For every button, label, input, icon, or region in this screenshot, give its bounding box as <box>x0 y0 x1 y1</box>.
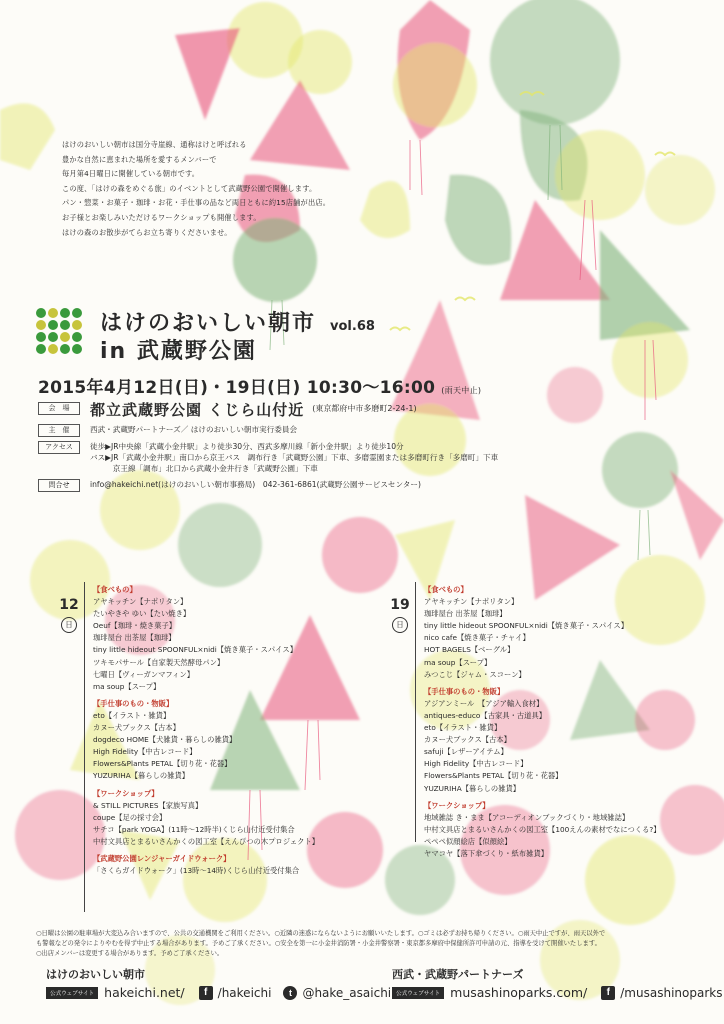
section-heading: 【ワークショップ】 <box>93 788 159 798</box>
musashinoparks-facebook-link[interactable]: /musashinoparks <box>620 985 723 1000</box>
intro-line: はけのおいしい朝市は国分寺崖線、通称はけと呼ばれる <box>62 140 247 149</box>
venue-row <box>38 402 417 420</box>
section-heading: 【食べもの】 <box>424 585 468 594</box>
intro-line: 豊かな自然に恵まれた場所を愛するメンバーで <box>62 154 217 164</box>
twitter-icon: t <box>283 986 297 1000</box>
day19-divider <box>415 582 416 842</box>
list-item: みつこじ【ジャム・スコーン】 <box>424 669 526 679</box>
volume-number: vol.68 <box>330 319 375 334</box>
day12-divider <box>84 582 85 912</box>
list-item: アジアンミール 【アジア輸入食材】 <box>424 698 544 708</box>
intro-line: 毎月第4日曜日に開催している朝市です。 <box>62 169 200 179</box>
list-item: 地域雑誌 き・まま【アコーディオンブックづくり・地域雑誌】 <box>424 812 630 822</box>
facebook-icon: f <box>199 986 213 1000</box>
facebook-icon: f <box>601 986 615 1000</box>
date-text: 2015年4月12日(日)・19日(日) 10:30〜16:00 <box>38 378 436 398</box>
contact-text: info@hakeichi.net(はけのおいしい朝市事務局) 042-361-6861(武蔵野公園サービスセンター) <box>90 480 421 489</box>
intro-line: パン・惣菜・お菓子・珈琲・お花・手仕事の品など両日ともに約15店舗が出店。 <box>62 198 331 208</box>
day12-vendor-list <box>93 584 319 877</box>
list-item: 中村文具店とまるいさんかくの図工室【100えんの素材でなにつくる?】 <box>424 824 661 834</box>
section-heading: 【食べもの】 <box>93 585 137 594</box>
access-label: アクセス <box>38 441 80 454</box>
list-item: eto【イラスト・雑貨】 <box>424 723 502 733</box>
section-heading: 【武蔵野公園レンジャーガイドウォーク】 <box>93 853 231 863</box>
official-site-badge: 公式ウェブサイト <box>392 987 444 999</box>
list-item: サチコ【park YOGA】(11時〜12時半)くじら山付近受付集合 <box>93 824 295 834</box>
list-item: Oeuf【珈琲・焼き菓子】 <box>93 621 177 631</box>
list-item: ヤマコヤ【落下傘づくり・紙布雑貨】 <box>424 848 549 858</box>
list-item: eto【イラスト・雑貨】 <box>93 710 171 720</box>
footer-right-links <box>392 985 724 1000</box>
organizer-row <box>38 424 297 437</box>
list-item: nico cafe【焼き菓子・チャイ】 <box>424 633 530 643</box>
access-line: 徒歩▶JR中央線「武蔵小金井駅」より徒歩30分、西武多摩川線「新小金井駅」より徒歩10分 <box>90 442 404 451</box>
list-item: 珈琲屋台 出茶屋【珈琲】 <box>424 609 507 619</box>
contact-row <box>38 479 421 492</box>
list-item: 中村文具店とまるいさんかくの図工室【えんぴつの木プロジェクト】 <box>93 836 320 846</box>
rain-note: (雨天中止) <box>441 386 482 395</box>
day12-number: 12 <box>59 597 79 613</box>
note-line: ○出店メンバーは変更する場合があります。予めご了承ください。 <box>36 950 224 957</box>
list-item: coupe【足の採寸会】 <box>93 812 167 822</box>
intro-line: はけの森のお散歩がてらお立ち寄りくださいませ。 <box>62 227 232 237</box>
list-item: antiques-educo【古家具・古道具】 <box>424 710 547 720</box>
access-details <box>90 441 498 474</box>
list-item: tiny little hideout SPOONFUL×nidi【焼き菓子・スパイス】 <box>93 645 298 655</box>
list-item: Flowers&Plants PETAL【切り花・花器】 <box>424 771 563 781</box>
hakeichi-logo <box>36 308 82 354</box>
list-item: 「さくらガイドウォーク」(13時〜14時)くじら山付近受付集合 <box>93 866 300 876</box>
day19-weekday: 日 <box>392 617 408 633</box>
list-item: アヤキッチン【ナポリタン】 <box>93 597 188 607</box>
list-item: アヤキッチン【ナポリタン】 <box>424 597 519 607</box>
intro-line: この度、「はけの森をめぐる旅」のイベントとして武蔵野公園で開催します。 <box>62 183 317 193</box>
list-item: たいやきや ゆい【たい焼き】 <box>93 609 191 619</box>
intro-line: お子様とお楽しみいただけるワークショップも開催します。 <box>62 212 261 222</box>
day19-number: 19 <box>390 597 410 613</box>
venue-address: (東京都府中市多磨町2-24-1) <box>312 404 417 413</box>
list-item: ma soup【スープ】 <box>93 681 161 691</box>
list-item: カヌー犬ブックス【古本】 <box>93 723 180 733</box>
event-title <box>100 306 375 337</box>
note-line: ○日曜は公園の駐車場が大変込み合いますので、公共の交通機関をご利用ください。○近隣の迷惑にならないようにお願いいたします。○ゴミは必ずお持ち帰りください。○雨天中止ですが、雨天以外で <box>36 930 606 937</box>
official-site-badge: 公式ウェブサイト <box>46 987 98 999</box>
access-line: 京王線「調布」北口から武蔵小金井行き「武蔵野公園」下車 <box>90 464 318 473</box>
day12-weekday: 日 <box>61 617 77 633</box>
list-item: HOT BAGELS【ベーグル】 <box>424 645 515 655</box>
list-item: YUZURIHA【暮らしの雑貨】 <box>93 771 190 781</box>
intro-text <box>62 138 372 240</box>
access-line: バス▶JR「武蔵小金井駅」南口から京王バス 調布行き「武蔵野公園」下車、多磨霊園または多磨町行き「多磨町」下車 <box>90 453 499 462</box>
list-item: safuji【レザーアイテム】 <box>424 747 508 757</box>
event-subtitle: in 武蔵野公園 <box>100 339 257 364</box>
contact-label: 問合せ <box>38 479 80 492</box>
venue-name: 都立武蔵野公園 くじら山付近 <box>90 401 305 419</box>
section-heading: 【ワークショップ】 <box>424 800 490 810</box>
section-heading: 【手仕事のもの・物販】 <box>424 686 505 696</box>
musashinoparks-website-link[interactable]: musashinoparks.com/ <box>450 985 588 1000</box>
hakeichi-twitter-link[interactable]: @hake_asaichi <box>302 985 392 1000</box>
title-main: はけのおいしい朝市 <box>100 311 317 336</box>
list-item: High Fidelity【中古レコード】 <box>93 747 197 757</box>
list-item: Flowers&Plants PETAL【切り花・花器】 <box>93 759 232 769</box>
list-item: tiny little hideout SPOONFUL×nidi【焼き菓子・スパイス】 <box>424 621 629 631</box>
hakeichi-facebook-link[interactable]: /hakeichi <box>217 985 272 1000</box>
organizer-label: 主 催 <box>38 424 80 437</box>
list-item: & STILL PICTURES【家族写真】 <box>93 800 203 810</box>
footer-right-org: 西武・武蔵野パートナーズ <box>392 968 524 981</box>
list-item: High Fidelity【中古レコード】 <box>424 759 528 769</box>
list-item: ツキモパサール【自家製天然酵母パン】 <box>93 657 225 667</box>
footer-left-org: はけのおいしい朝市 <box>46 968 145 981</box>
organizer-text: 西武・武蔵野パートナーズ／ はけのおいしい朝市実行委員会 <box>90 425 298 434</box>
list-item: YUZURIHA【暮らしの雑貨】 <box>424 783 521 793</box>
list-item: ma soup【スープ】 <box>424 657 492 667</box>
footer-notes <box>36 929 696 959</box>
footer-left-links <box>46 985 403 1000</box>
hakeichi-website-link[interactable]: hakeichi.net/ <box>104 985 185 1000</box>
list-item: dogdeco HOME【犬雑貨・暮らしの雑貨】 <box>93 735 237 745</box>
access-row <box>38 441 498 474</box>
list-item: カヌー犬ブックス【古本】 <box>424 735 511 745</box>
section-heading: 【手仕事のもの・物販】 <box>93 698 174 708</box>
day19-vendor-list <box>424 584 661 860</box>
list-item: 珈琲屋台 出茶屋【珈琲】 <box>93 633 176 643</box>
venue-label: 会 場 <box>38 402 80 415</box>
note-line: も警報などの発令によりやむを得ず中止する場合があります。予めご了承ください。○安全を第一に小金井消防署・小金井警察署・東京都多摩府中保健所許可申請の元、指導を受けて開催いたします。 <box>36 940 601 947</box>
event-date <box>38 373 481 398</box>
list-item: 七曜日【ヴィーガンマフィン】 <box>93 669 194 679</box>
list-item: ペペペ似顔絵店【似顔絵】 <box>424 836 512 846</box>
